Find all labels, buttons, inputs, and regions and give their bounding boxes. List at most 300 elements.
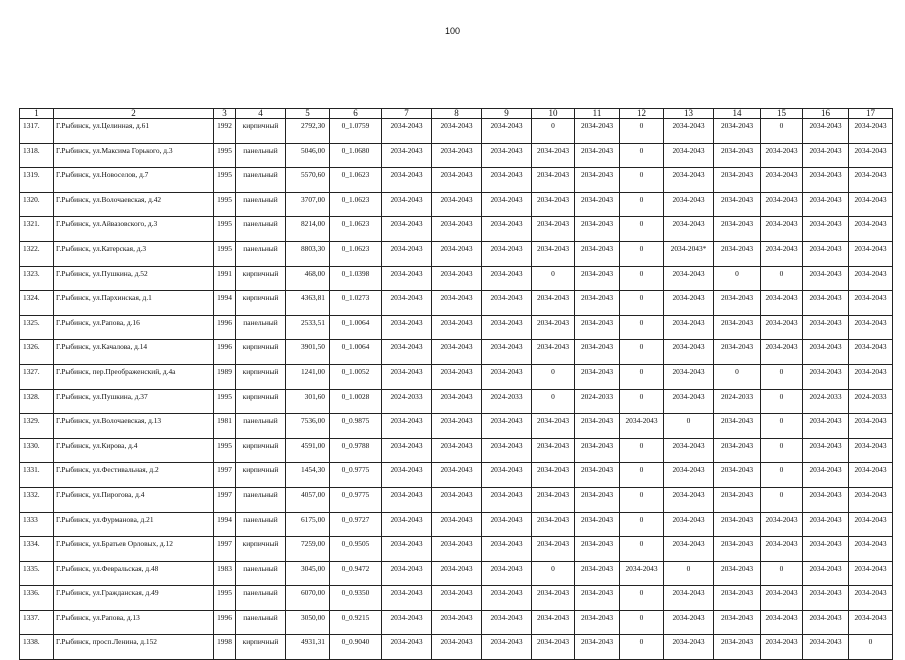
cell-wall-material: кирпичный <box>236 635 286 660</box>
cell-area: 3050,00 <box>286 610 330 635</box>
cell-period-9: 2034-2043 <box>482 340 532 365</box>
cell-year-built: 1991 <box>214 266 236 291</box>
cell-period-17: 2034-2043 <box>849 340 893 365</box>
table-row <box>20 364 893 389</box>
cell-period-10: 0 <box>532 364 575 389</box>
cell-period-13: 2034-2043 <box>664 315 714 340</box>
table-row <box>20 192 893 217</box>
cell-address: Г.Рыбинск, ул.Фестивальная, д.2 <box>54 463 214 488</box>
column-header-9: 9 <box>482 109 532 119</box>
cell-period-11: 2034-2043 <box>575 561 620 586</box>
cell-wall-material: кирпичный <box>236 438 286 463</box>
cell-wall-material: панельный <box>236 512 286 537</box>
cell-period-12: 0 <box>620 192 664 217</box>
cell-period-17: 2034-2043 <box>849 192 893 217</box>
cell-area: 468,00 <box>286 266 330 291</box>
cell-period-9: 2034-2043 <box>482 586 532 611</box>
cell-ratio: 0_1.0064 <box>330 340 382 365</box>
cell-period-16: 2034-2043 <box>803 266 849 291</box>
cell-row-number: 1317. <box>20 119 54 144</box>
cell-period-11: 2034-2043 <box>575 241 620 266</box>
cell-address: Г.Рыбинск, ул.Кирова, д.4 <box>54 438 214 463</box>
cell-period-10: 2034-2043 <box>532 414 575 439</box>
cell-period-17: 2034-2043 <box>849 487 893 512</box>
cell-period-10: 2034-2043 <box>532 438 575 463</box>
cell-period-7: 2034-2043 <box>382 266 432 291</box>
cell-period-11: 2034-2043 <box>575 217 620 242</box>
cell-period-17: 2034-2043 <box>849 168 893 193</box>
cell-period-7: 2034-2043 <box>382 561 432 586</box>
cell-period-17: 2034-2043 <box>849 315 893 340</box>
cell-period-13: 2034-2043 <box>664 463 714 488</box>
cell-row-number: 1329. <box>20 414 54 439</box>
cell-address: Г.Рыбинск, ул.Пархинская, д.1 <box>54 291 214 316</box>
table-row <box>20 414 893 439</box>
cell-wall-material: панельный <box>236 168 286 193</box>
cell-address: Г.Рыбинск, ул.Гражданская, д.49 <box>54 586 214 611</box>
cell-period-10: 0 <box>532 119 575 144</box>
cell-period-11: 2034-2043 <box>575 635 620 660</box>
cell-period-12: 2034-2043 <box>620 414 664 439</box>
cell-period-11: 2034-2043 <box>575 119 620 144</box>
cell-period-14: 2034-2043 <box>714 315 761 340</box>
cell-period-12: 0 <box>620 463 664 488</box>
cell-row-number: 1325. <box>20 315 54 340</box>
cell-period-13: 2034-2043 <box>664 487 714 512</box>
cell-period-16: 2034-2043 <box>803 315 849 340</box>
table-row <box>20 463 893 488</box>
cell-period-17: 2034-2043 <box>849 586 893 611</box>
cell-period-11: 2034-2043 <box>575 340 620 365</box>
cell-period-15: 2034-2043 <box>761 586 803 611</box>
column-header-8: 8 <box>432 109 482 119</box>
table-row <box>20 635 893 660</box>
cell-wall-material: панельный <box>236 143 286 168</box>
cell-period-15: 2034-2043 <box>761 241 803 266</box>
cell-period-12: 0 <box>620 143 664 168</box>
cell-period-9: 2034-2043 <box>482 143 532 168</box>
cell-row-number: 1324. <box>20 291 54 316</box>
cell-period-9: 2034-2043 <box>482 537 532 562</box>
cell-period-14: 2034-2043 <box>714 537 761 562</box>
cell-period-7: 2034-2043 <box>382 340 432 365</box>
cell-address: Г.Рыбинск, ул.Катерская, д.3 <box>54 241 214 266</box>
cell-period-11: 2034-2043 <box>575 610 620 635</box>
cell-period-9: 2034-2043 <box>482 610 532 635</box>
cell-row-number: 1331. <box>20 463 54 488</box>
cell-ratio: 0_0.9472 <box>330 561 382 586</box>
cell-period-9: 2034-2043 <box>482 192 532 217</box>
cell-period-8: 2034-2043 <box>432 512 482 537</box>
cell-period-15: 0 <box>761 463 803 488</box>
cell-year-built: 1996 <box>214 610 236 635</box>
cell-area: 7259,00 <box>286 537 330 562</box>
table-row <box>20 389 893 414</box>
cell-period-13: 2034-2043 <box>664 291 714 316</box>
cell-period-10: 2034-2043 <box>532 315 575 340</box>
cell-period-10: 2034-2043 <box>532 610 575 635</box>
cell-row-number: 1336. <box>20 586 54 611</box>
cell-address: Г.Рыбинск, ул.Волочаевская, д.42 <box>54 192 214 217</box>
cell-period-10: 2034-2043 <box>532 537 575 562</box>
cell-period-9: 2034-2043 <box>482 414 532 439</box>
cell-period-9: 2034-2043 <box>482 217 532 242</box>
cell-period-15: 2034-2043 <box>761 217 803 242</box>
cell-ratio: 0_1.0052 <box>330 364 382 389</box>
cell-year-built: 1995 <box>214 192 236 217</box>
cell-period-8: 2034-2043 <box>432 414 482 439</box>
cell-period-9: 2034-2043 <box>482 241 532 266</box>
cell-period-15: 0 <box>761 389 803 414</box>
cell-area: 8214,00 <box>286 217 330 242</box>
cell-ratio: 0_0.9875 <box>330 414 382 439</box>
cell-ratio: 0_1.0028 <box>330 389 382 414</box>
cell-address: Г.Рыбинск, ул.Братьев Орловых, д.12 <box>54 537 214 562</box>
cell-period-12: 0 <box>620 119 664 144</box>
cell-period-11: 2034-2043 <box>575 586 620 611</box>
cell-period-9: 2034-2043 <box>482 168 532 193</box>
cell-period-9: 2034-2043 <box>482 291 532 316</box>
cell-period-12: 0 <box>620 537 664 562</box>
cell-address: Г.Рыбинск, ул.Фурманова, д.21 <box>54 512 214 537</box>
cell-period-13: 2034-2043 <box>664 364 714 389</box>
cell-period-9: 2034-2043 <box>482 635 532 660</box>
cell-period-17: 2034-2043 <box>849 438 893 463</box>
cell-period-11: 2034-2043 <box>575 192 620 217</box>
cell-period-10: 2034-2043 <box>532 168 575 193</box>
cell-period-14: 2034-2043 <box>714 438 761 463</box>
cell-period-10: 2034-2043 <box>532 635 575 660</box>
cell-period-16: 2034-2043 <box>803 217 849 242</box>
cell-wall-material: кирпичный <box>236 266 286 291</box>
cell-period-7: 2034-2043 <box>382 414 432 439</box>
cell-period-7: 2034-2043 <box>382 635 432 660</box>
cell-period-16: 2034-2043 <box>803 241 849 266</box>
cell-row-number: 1337. <box>20 610 54 635</box>
cell-period-7: 2034-2043 <box>382 315 432 340</box>
cell-period-17: 2034-2043 <box>849 512 893 537</box>
cell-period-12: 0 <box>620 635 664 660</box>
cell-period-15: 2034-2043 <box>761 512 803 537</box>
cell-period-13: 2034-2043 <box>664 119 714 144</box>
cell-year-built: 1998 <box>214 635 236 660</box>
cell-period-8: 2034-2043 <box>432 266 482 291</box>
cell-period-13: 2034-2043 <box>664 635 714 660</box>
cell-period-12: 0 <box>620 487 664 512</box>
cell-address: Г.Рыбинск, ул.Максима Горького, д.3 <box>54 143 214 168</box>
cell-ratio: 0_0.9727 <box>330 512 382 537</box>
cell-year-built: 1981 <box>214 414 236 439</box>
column-header-13: 13 <box>664 109 714 119</box>
cell-period-13: 2034-2043 <box>664 610 714 635</box>
cell-area: 4591,00 <box>286 438 330 463</box>
table-row <box>20 340 893 365</box>
cell-row-number: 1320. <box>20 192 54 217</box>
cell-row-number: 1327. <box>20 364 54 389</box>
cell-wall-material: панельный <box>236 241 286 266</box>
table-row <box>20 217 893 242</box>
cell-period-16: 2034-2043 <box>803 192 849 217</box>
cell-period-7: 2034-2043 <box>382 192 432 217</box>
cell-area: 301,60 <box>286 389 330 414</box>
cell-ratio: 0_1.0623 <box>330 217 382 242</box>
cell-area: 6175,00 <box>286 512 330 537</box>
cell-period-7: 2034-2043 <box>382 586 432 611</box>
cell-period-10: 2034-2043 <box>532 586 575 611</box>
cell-period-7: 2034-2043 <box>382 143 432 168</box>
cell-period-10: 2034-2043 <box>532 463 575 488</box>
cell-year-built: 1995 <box>214 241 236 266</box>
table-row <box>20 168 893 193</box>
cell-period-7: 2034-2043 <box>382 241 432 266</box>
cell-period-17: 2034-2043 <box>849 217 893 242</box>
cell-period-7: 2024-2033 <box>382 389 432 414</box>
cell-period-14: 2034-2043 <box>714 414 761 439</box>
cell-period-9: 2024-2033 <box>482 389 532 414</box>
cell-ratio: 0_1.0273 <box>330 291 382 316</box>
cell-period-17: 2034-2043 <box>849 241 893 266</box>
cell-row-number: 1319. <box>20 168 54 193</box>
cell-area: 8803,30 <box>286 241 330 266</box>
cell-period-12: 0 <box>620 438 664 463</box>
cell-period-10: 0 <box>532 266 575 291</box>
cell-area: 6070,00 <box>286 586 330 611</box>
cell-address: Г.Рыбинск, ул.Пирогова, д.4 <box>54 487 214 512</box>
cell-wall-material: панельный <box>236 217 286 242</box>
cell-address: Г.Рыбинск, просп.Ленина, д.152 <box>54 635 214 660</box>
cell-period-10: 2034-2043 <box>532 217 575 242</box>
cell-period-11: 2034-2043 <box>575 414 620 439</box>
cell-period-16: 2034-2043 <box>803 364 849 389</box>
cell-period-16: 2034-2043 <box>803 561 849 586</box>
cell-wall-material: кирпичный <box>236 291 286 316</box>
cell-area: 2792,30 <box>286 119 330 144</box>
cell-row-number: 1318. <box>20 143 54 168</box>
cell-period-14: 2034-2043 <box>714 168 761 193</box>
column-header-2: 2 <box>54 109 214 119</box>
cell-period-7: 2034-2043 <box>382 537 432 562</box>
cell-year-built: 1989 <box>214 364 236 389</box>
cell-period-8: 2034-2043 <box>432 610 482 635</box>
column-header-10: 10 <box>532 109 575 119</box>
column-header-11: 11 <box>575 109 620 119</box>
cell-period-15: 0 <box>761 119 803 144</box>
column-header-17: 17 <box>849 109 893 119</box>
cell-wall-material: панельный <box>236 487 286 512</box>
cell-period-8: 2034-2043 <box>432 389 482 414</box>
cell-address: Г.Рыбинск, ул.Целинная, д.61 <box>54 119 214 144</box>
cell-area: 3707,00 <box>286 192 330 217</box>
cell-year-built: 1995 <box>214 586 236 611</box>
cell-period-14: 2034-2043 <box>714 192 761 217</box>
cell-year-built: 1994 <box>214 512 236 537</box>
table-row <box>20 537 893 562</box>
cell-period-7: 2034-2043 <box>382 364 432 389</box>
cell-period-7: 2034-2043 <box>382 610 432 635</box>
cell-period-8: 2034-2043 <box>432 192 482 217</box>
cell-ratio: 0_0.9775 <box>330 487 382 512</box>
cell-ratio: 0_0.9788 <box>330 438 382 463</box>
cell-period-10: 0 <box>532 561 575 586</box>
cell-period-15: 2034-2043 <box>761 635 803 660</box>
header-row <box>20 109 893 119</box>
cell-area: 3045,00 <box>286 561 330 586</box>
cell-period-12: 0 <box>620 610 664 635</box>
cell-period-16: 2034-2043 <box>803 414 849 439</box>
cell-period-11: 2034-2043 <box>575 364 620 389</box>
cell-year-built: 1995 <box>214 217 236 242</box>
cell-period-12: 0 <box>620 241 664 266</box>
cell-area: 7536,00 <box>286 414 330 439</box>
cell-period-11: 2024-2033 <box>575 389 620 414</box>
cell-period-13: 2034-2043 <box>664 143 714 168</box>
cell-period-7: 2034-2043 <box>382 291 432 316</box>
cell-period-10: 0 <box>532 389 575 414</box>
cell-wall-material: кирпичный <box>236 340 286 365</box>
cell-period-14: 0 <box>714 266 761 291</box>
table-row <box>20 266 893 291</box>
cell-period-15: 2034-2043 <box>761 537 803 562</box>
cell-period-11: 2034-2043 <box>575 168 620 193</box>
cell-period-15: 2034-2043 <box>761 192 803 217</box>
cell-ratio: 0_1.0623 <box>330 192 382 217</box>
cell-ratio: 0_1.0398 <box>330 266 382 291</box>
cell-period-8: 2034-2043 <box>432 364 482 389</box>
cell-period-10: 2034-2043 <box>532 512 575 537</box>
cell-address: Г.Рыбинск, ул.Февральская, д.48 <box>54 561 214 586</box>
cell-period-12: 0 <box>620 364 664 389</box>
cell-wall-material: кирпичный <box>236 389 286 414</box>
table-row <box>20 438 893 463</box>
cell-ratio: 0_0.9350 <box>330 586 382 611</box>
cell-period-15: 2034-2043 <box>761 291 803 316</box>
cell-period-7: 2034-2043 <box>382 438 432 463</box>
cell-period-14: 2034-2043 <box>714 241 761 266</box>
cell-period-11: 2034-2043 <box>575 266 620 291</box>
cell-period-17: 0 <box>849 635 893 660</box>
cell-period-16: 2034-2043 <box>803 291 849 316</box>
cell-period-9: 2034-2043 <box>482 364 532 389</box>
cell-period-12: 2034-2043 <box>620 561 664 586</box>
cell-address: Г.Рыбинск, ул.Качалова, д.14 <box>54 340 214 365</box>
cell-period-12: 0 <box>620 389 664 414</box>
cell-period-9: 2034-2043 <box>482 119 532 144</box>
cell-period-9: 2034-2043 <box>482 315 532 340</box>
cell-period-14: 2034-2043 <box>714 561 761 586</box>
column-header-15: 15 <box>761 109 803 119</box>
cell-period-14: 2034-2043 <box>714 635 761 660</box>
cell-period-14: 2034-2043 <box>714 463 761 488</box>
column-header-4: 4 <box>236 109 286 119</box>
cell-period-15: 2034-2043 <box>761 340 803 365</box>
cell-period-13: 2034-2043 <box>664 168 714 193</box>
cell-period-15: 2034-2043 <box>761 610 803 635</box>
cell-year-built: 1995 <box>214 143 236 168</box>
cell-wall-material: панельный <box>236 414 286 439</box>
page-number: 100 <box>444 26 461 36</box>
cell-row-number: 1328. <box>20 389 54 414</box>
cell-period-10: 2034-2043 <box>532 143 575 168</box>
cell-period-16: 2034-2043 <box>803 537 849 562</box>
cell-period-13: 2034-2043 <box>664 389 714 414</box>
cell-period-12: 0 <box>620 315 664 340</box>
cell-period-15: 2034-2043 <box>761 168 803 193</box>
cell-period-15: 0 <box>761 438 803 463</box>
cell-period-11: 2034-2043 <box>575 463 620 488</box>
cell-period-15: 0 <box>761 487 803 512</box>
cell-period-10: 2034-2043 <box>532 340 575 365</box>
cell-period-17: 2034-2043 <box>849 610 893 635</box>
cell-wall-material: панельный <box>236 315 286 340</box>
cell-period-9: 2034-2043 <box>482 512 532 537</box>
cell-wall-material: панельный <box>236 192 286 217</box>
cell-year-built: 1995 <box>214 438 236 463</box>
cell-period-14: 2034-2043 <box>714 217 761 242</box>
cell-ratio: 0_1.0064 <box>330 315 382 340</box>
cell-period-14: 2034-2043 <box>714 143 761 168</box>
cell-address: Г.Рыбинск, пер.Преображенский, д.4а <box>54 364 214 389</box>
cell-period-15: 2034-2043 <box>761 143 803 168</box>
cell-ratio: 0_0.9505 <box>330 537 382 562</box>
cell-row-number: 1332. <box>20 487 54 512</box>
cell-period-16: 2034-2043 <box>803 487 849 512</box>
cell-area: 5570,60 <box>286 168 330 193</box>
table-row <box>20 241 893 266</box>
cell-period-10: 2034-2043 <box>532 291 575 316</box>
cell-period-7: 2034-2043 <box>382 463 432 488</box>
cell-period-17: 2034-2043 <box>849 143 893 168</box>
cell-period-8: 2034-2043 <box>432 438 482 463</box>
cell-wall-material: кирпичный <box>236 463 286 488</box>
cell-period-10: 2034-2043 <box>532 487 575 512</box>
cell-area: 1241,00 <box>286 364 330 389</box>
cell-period-9: 2034-2043 <box>482 438 532 463</box>
cell-period-11: 2034-2043 <box>575 487 620 512</box>
cell-period-13: 2034-2043 <box>664 217 714 242</box>
cell-period-16: 2034-2043 <box>803 610 849 635</box>
cell-area: 2533,51 <box>286 315 330 340</box>
cell-ratio: 0_1.0623 <box>330 168 382 193</box>
table-row <box>20 119 893 144</box>
cell-period-13: 2034-2043 <box>664 266 714 291</box>
cell-year-built: 1994 <box>214 291 236 316</box>
cell-period-13: 0 <box>664 414 714 439</box>
cell-period-8: 2034-2043 <box>432 119 482 144</box>
column-header-3: 3 <box>214 109 236 119</box>
cell-ratio: 0_0.9775 <box>330 463 382 488</box>
cell-wall-material: панельный <box>236 561 286 586</box>
cell-period-15: 0 <box>761 266 803 291</box>
cell-period-17: 2034-2043 <box>849 364 893 389</box>
cell-period-8: 2034-2043 <box>432 241 482 266</box>
cell-period-16: 2034-2043 <box>803 143 849 168</box>
cell-period-9: 2034-2043 <box>482 487 532 512</box>
cell-ratio: 0_0.9040 <box>330 635 382 660</box>
cell-period-13: 2034-2043 <box>664 586 714 611</box>
cell-period-8: 2034-2043 <box>432 340 482 365</box>
cell-period-8: 2034-2043 <box>432 291 482 316</box>
cell-period-13: 2034-2043 <box>664 512 714 537</box>
column-header-7: 7 <box>382 109 432 119</box>
cell-period-12: 0 <box>620 512 664 537</box>
cell-period-16: 2034-2043 <box>803 635 849 660</box>
cell-address: Г.Рыбинск, ул.Пушкина, д.52 <box>54 266 214 291</box>
cell-period-17: 2034-2043 <box>849 291 893 316</box>
cell-period-8: 2034-2043 <box>432 537 482 562</box>
cell-year-built: 1983 <box>214 561 236 586</box>
cell-year-built: 1996 <box>214 315 236 340</box>
table-row <box>20 586 893 611</box>
